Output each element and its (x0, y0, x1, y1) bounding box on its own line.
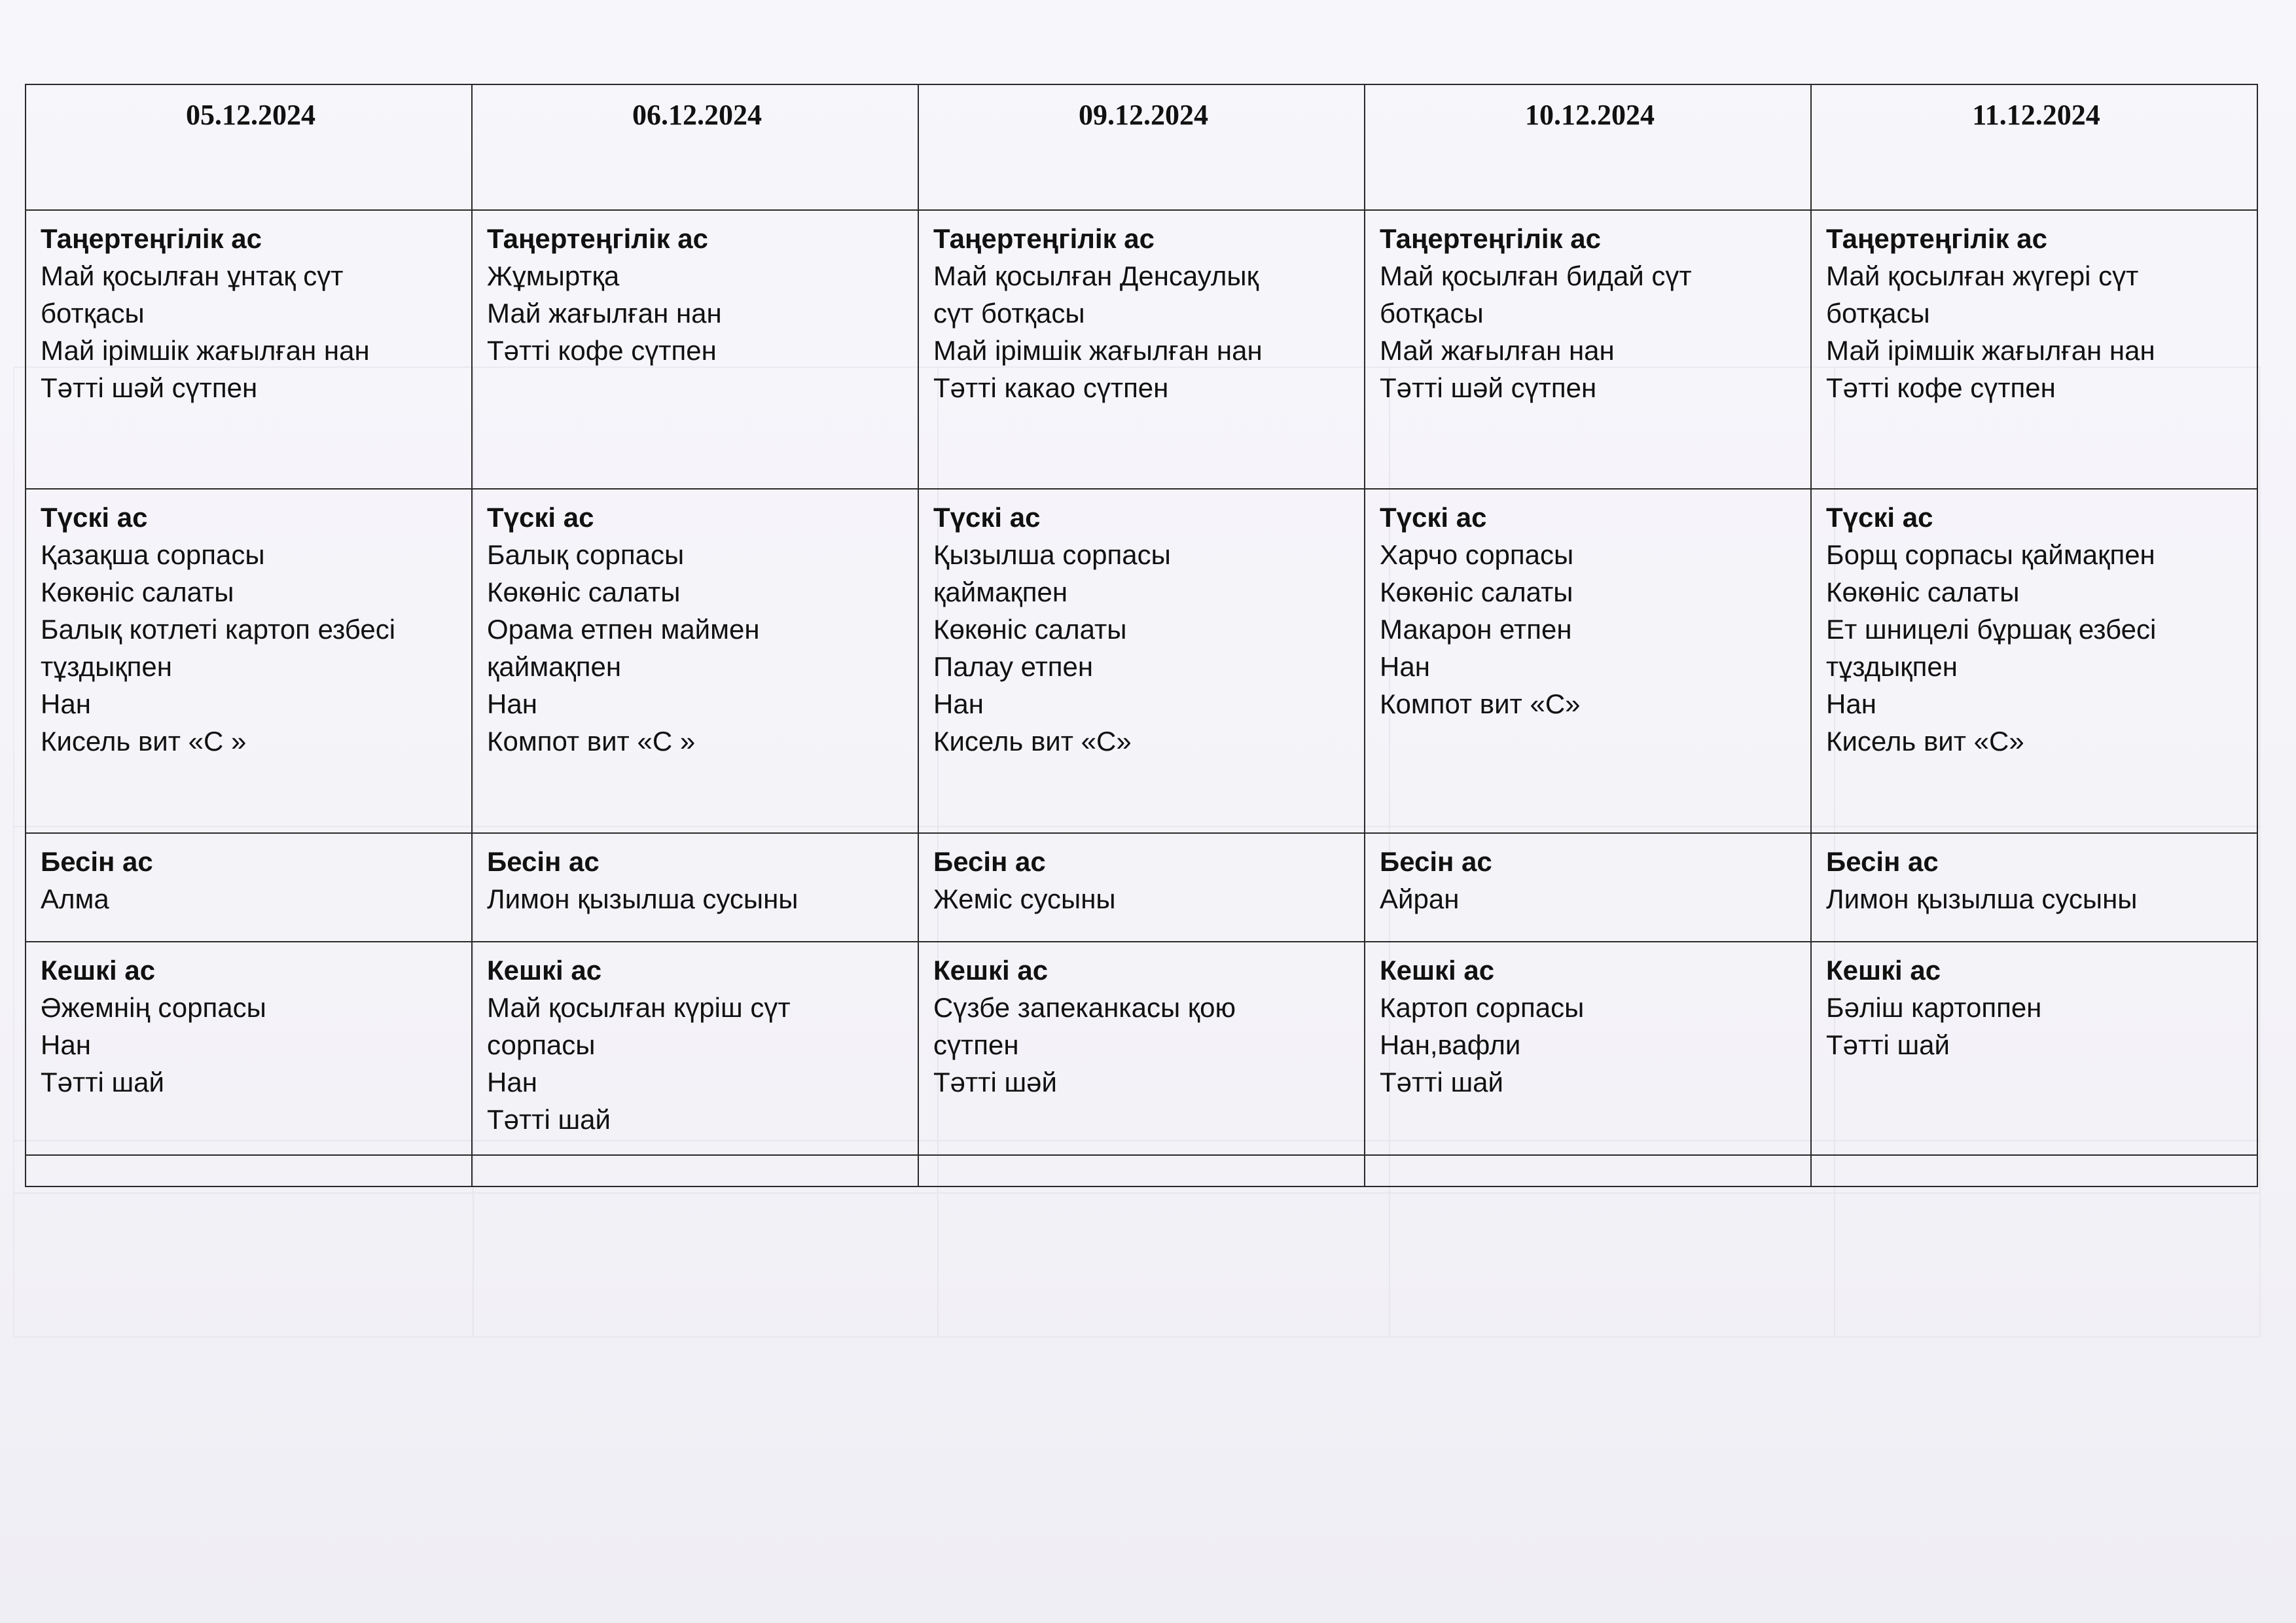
empty-cell (1365, 1155, 1811, 1186)
meal-cell (1365, 489, 1811, 833)
dish-item: Қызылша сорпасы (933, 539, 1171, 570)
meal-cell (1365, 210, 1811, 489)
meal-title: Кешкі ас (41, 955, 156, 986)
dish-item: Май жағылған нан (1380, 335, 1615, 366)
dish-item: Сүзбе запеканкасы қою (933, 992, 1236, 1023)
weekly-menu-table (25, 84, 2258, 1187)
dish-item: қаймақпен (487, 651, 622, 682)
meal-cell (472, 942, 918, 1155)
dish-item: Жұмыртқа (487, 260, 620, 291)
dish-item: Тәтті шай (41, 1067, 164, 1097)
dish-item: Кисель вит «С» (1826, 726, 2024, 757)
meal-title: Таңертеңгілік ас (41, 223, 262, 254)
empty-cell (1811, 1155, 2257, 1186)
dish-item: ботқасы (41, 298, 145, 329)
dish-item: Қазақша сорпасы (41, 539, 265, 570)
dish-item: Тәтті шай (1380, 1067, 1503, 1097)
dish-item: Май қосылған ұнтақ сүт (41, 260, 344, 291)
date-cell (26, 84, 472, 210)
dish-item: Май қосылған жүгері сүт (1826, 260, 2139, 291)
meal-cell (1365, 942, 1811, 1155)
date-label: 05.12.2024 (186, 99, 315, 131)
date-cell (1811, 84, 2257, 210)
empty-cell (26, 1155, 472, 1186)
meal-cell (1811, 210, 2257, 489)
dish-item: Тәтті шәй (933, 1067, 1057, 1097)
dish-item: Айран (1380, 883, 1460, 914)
meal-title: Түскі ас (933, 502, 1041, 533)
dish-item: Балық сорпасы (487, 539, 685, 570)
dish-item: Көкөніс салаты (1826, 577, 2020, 607)
dish-item: Борщ сорпасы қаймақпен (1826, 539, 2155, 570)
dish-item: Лимон қызылша сусыны (487, 883, 798, 914)
dish-item: Май жағылған нан (487, 298, 722, 329)
dish-item: Харчо сорпасы (1380, 539, 1574, 570)
snack-row (26, 833, 2257, 942)
dish-item: Нан (487, 688, 537, 719)
dish-item: Көкөніс салаты (933, 614, 1127, 645)
dish-item: Көкөніс салаты (487, 577, 681, 607)
dish-item: Компот вит «С» (1380, 688, 1581, 719)
date-label: 11.12.2024 (1972, 99, 2100, 131)
meal-title: Түскі ас (1826, 502, 1933, 533)
dish-item: Май қосылған күріш сүт (487, 992, 791, 1023)
date-row (26, 84, 2257, 210)
meal-cell (26, 942, 472, 1155)
empty-cell (918, 1155, 1365, 1186)
meal-cell (472, 489, 918, 833)
meal-cell (918, 833, 1365, 942)
dish-item: Көкөніс салаты (1380, 577, 1573, 607)
date-label: 10.12.2024 (1525, 99, 1655, 131)
meal-title: Бесін ас (487, 846, 600, 877)
meal-cell (1811, 489, 2257, 833)
dish-item: сүт ботқасы (933, 298, 1085, 329)
dish-item: Алма (41, 883, 109, 914)
meal-cell (472, 833, 918, 942)
date-cell (918, 84, 1365, 210)
dish-item: Нан (933, 688, 984, 719)
dish-item: Картоп сорпасы (1380, 992, 1585, 1023)
meal-title: Таңертеңгілік ас (487, 223, 709, 254)
meal-cell (26, 833, 472, 942)
meal-title: Кешкі ас (487, 955, 602, 986)
dish-item: сорпасы (487, 1029, 596, 1060)
date-label: 06.12.2024 (632, 99, 762, 131)
dish-item: Кисель вит «С» (933, 726, 1132, 757)
meal-title: Кешкі ас (933, 955, 1049, 986)
dish-item: Жеміс сусыны (933, 883, 1116, 914)
meal-title: Бесін ас (1826, 846, 1939, 877)
dish-item: Тәтті какао сүтпен (933, 372, 1169, 403)
dish-item: Палау етпен (933, 651, 1094, 682)
breakfast-row (26, 210, 2257, 489)
dish-item: Тәтті кофе сүтпен (487, 335, 717, 366)
dish-item: Компот вит «С » (487, 726, 696, 757)
dish-item: Тәтті кофе сүтпен (1826, 372, 2056, 403)
dish-item: Тәтті шәй сүтпен (41, 372, 258, 403)
meal-title: Түскі ас (41, 502, 148, 533)
dish-item: Тәтті шай (487, 1104, 611, 1135)
date-cell (1365, 84, 1811, 210)
meal-title: Бесін ас (1380, 846, 1492, 877)
dish-item: Нан (41, 688, 91, 719)
meal-title: Түскі ас (487, 502, 594, 533)
dish-item: Әжемнің сорпасы (41, 992, 266, 1023)
meal-cell (1811, 942, 2257, 1155)
lunch-row (26, 489, 2257, 833)
dish-item: Нан (1826, 688, 1876, 719)
dish-item: Май ірімшік жағылған нан (933, 335, 1263, 366)
dish-item: Лимон қызылша сусыны (1826, 883, 2138, 914)
dish-item: тұздықпен (41, 651, 172, 682)
date-label: 09.12.2024 (1079, 99, 1208, 131)
dish-item: Май ірімшік жағылған нан (41, 335, 370, 366)
dish-item: Орама етпен маймен (487, 614, 760, 645)
dish-item: Нан (41, 1029, 91, 1060)
meal-title: Таңертеңгілік ас (1826, 223, 2048, 254)
dish-item: Май қосылған Денсаулық (933, 260, 1259, 291)
dish-item: Көкөніс салаты (41, 577, 234, 607)
dish-item: Макарон етпен (1380, 614, 1572, 645)
dish-item: Бәліш картоппен (1826, 992, 2042, 1023)
meal-cell (472, 210, 918, 489)
meal-title: Таңертеңгілік ас (1380, 223, 1602, 254)
dish-item: Тәтті шай (1826, 1029, 1950, 1060)
dish-item: Май ірімшік жағылған нан (1826, 335, 2155, 366)
meal-title: Кешкі ас (1380, 955, 1495, 986)
dish-item: қаймақпен (933, 577, 1068, 607)
dish-item: ботқасы (1826, 298, 1930, 329)
dish-item: Нан,вафли (1380, 1029, 1521, 1060)
meal-cell (26, 210, 472, 489)
dish-item: Ет шницелі бұршақ езбесі (1826, 614, 2157, 645)
dish-item: Май қосылған бидай сүт (1380, 260, 1692, 291)
dish-item: Кисель вит «С » (41, 726, 247, 757)
dish-item: сүтпен (933, 1029, 1019, 1060)
dish-item: Нан (487, 1067, 537, 1097)
dish-item: Балық котлеті картоп езбесі (41, 614, 396, 645)
meal-title: Бесін ас (41, 846, 153, 877)
meal-title: Түскі ас (1380, 502, 1487, 533)
empty-row (26, 1155, 2257, 1186)
meal-title: Бесін ас (933, 846, 1046, 877)
meal-cell (918, 210, 1365, 489)
meal-cell (918, 942, 1365, 1155)
meal-cell (1365, 833, 1811, 942)
dish-item: ботқасы (1380, 298, 1484, 329)
dish-item: Тәтті шәй сүтпен (1380, 372, 1597, 403)
meal-cell (1811, 833, 2257, 942)
empty-cell (472, 1155, 918, 1186)
meal-cell (26, 489, 472, 833)
meal-title: Таңертеңгілік ас (933, 223, 1155, 254)
meal-cell (918, 489, 1365, 833)
meal-title: Кешкі ас (1826, 955, 1941, 986)
date-cell (472, 84, 918, 210)
dinner-row (26, 942, 2257, 1155)
dish-item: Нан (1380, 651, 1430, 682)
dish-item: тұздықпен (1826, 651, 1958, 682)
